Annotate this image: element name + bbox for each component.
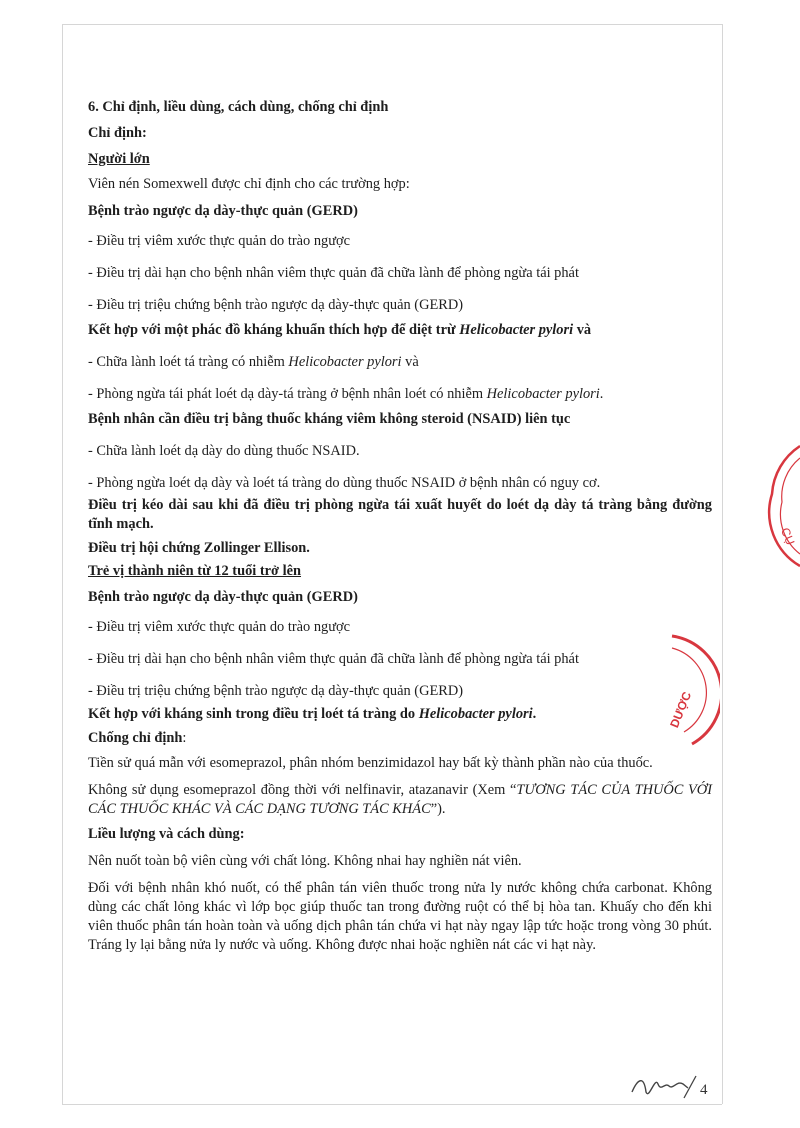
hp-item-1	[88, 353, 712, 372]
document-body	[88, 98, 712, 955]
stamp-fragment-lower	[650, 632, 720, 752]
stamp-lower-text: DƯỢC	[667, 689, 695, 730]
frame-top-line	[62, 24, 722, 25]
gerd-heading: Bệnh trào ngược dạ dày-thực quản (GERD)	[88, 203, 358, 219]
gerd-item-3: - Điều trị triệu chứng bệnh trào ngược dạ dày-thực quản (GERD)	[88, 297, 464, 313]
dosage-paragraph-1: Nên nuốt toàn bộ viên cùng với chất lỏng. Không nhai hay nghiền nát viên.	[88, 853, 522, 869]
adolescent-hp-line	[88, 705, 712, 724]
hp-item-1-name: Helicobacter pylori	[288, 354, 402, 370]
hp-heading-pre: Kết hợp với một phác đồ kháng khuẩn thích hợp để diệt trừ	[88, 322, 460, 338]
nsaid-heading: Bệnh nhân cần điều trị bằng thuốc kháng viêm không steroid (NSAID) liên tục	[88, 411, 571, 427]
page-number-area	[628, 1070, 718, 1106]
adolescent-hp-pre: Kết hợp với kháng sinh trong điều trị loét tá tràng do	[88, 706, 419, 722]
contra-paragraph-2	[88, 781, 712, 819]
adolescent-heading: Trẻ vị thành niên từ 12 tuổi trở lên	[88, 563, 302, 579]
dosage-heading: Liều lượng và cách dùng:	[88, 826, 245, 842]
adolescent-gerd-item-1: - Điều trị viêm xước thực quản do trào ngược	[88, 619, 351, 635]
zollinger-ellison: Điều trị hội chứng Zollinger Ellison.	[88, 540, 310, 556]
contra-p2-pre: Không sử dụng esomeprazol đồng thời với nelfinavir, atazanavir (Xem “	[88, 782, 517, 798]
stamp-upper-text: CỤ	[778, 525, 798, 547]
hp-item-1-post: và	[401, 354, 419, 370]
frame-right-line	[722, 24, 723, 1104]
adolescent-gerd-item-2: - Điều trị dài hạn cho bệnh nhân viêm thực quản đã chữa lành để phòng ngừa tái phát	[88, 651, 579, 667]
contraindications-colon: :	[182, 730, 187, 746]
hp-item-2-post: .	[599, 386, 604, 402]
adolescent-gerd-heading: Bệnh trào ngược dạ dày-thực quản (GERD)	[88, 589, 358, 605]
contra-paragraph-1: Tiền sử quá mẫn với esomeprazol, phân nhóm benzimidazol hay bất kỳ thành phần nào của thuốc.	[88, 755, 653, 771]
frame-bottom-line	[62, 1104, 722, 1105]
adult-intro: Viên nén Somexwell được chỉ định cho các trường hợp:	[88, 176, 410, 192]
stamp-fragment-upper	[752, 440, 800, 572]
hp-item-2-name: Helicobacter pylori	[486, 386, 600, 402]
page-number: 4	[700, 1082, 708, 1098]
adult-heading: Người lớn	[88, 151, 150, 167]
hp-item-2-pre: - Phòng ngừa tái phát loét dạ dày-tá tràng ở bệnh nhân loét có nhiễm	[88, 386, 487, 402]
gerd-item-1: - Điều trị viêm xước thực quản do trào ngược	[88, 233, 351, 249]
signature-scribble	[632, 1081, 688, 1094]
hp-heading-post: và	[573, 322, 592, 338]
contraindications-heading	[88, 729, 712, 748]
frame-left-line	[62, 24, 63, 1104]
hp-heading	[88, 321, 712, 340]
hp-heading-name: Helicobacter pylori	[459, 322, 574, 338]
contra-p2-italic: TƯƠNG TÁC CỦA THUỐC VỚI CÁC THUỐC KHÁC VÀ CÁC DẠNG TƯƠNG TÁC KHÁC	[88, 782, 712, 817]
hp-item-1-pre: - Chữa lành loét tá tràng có nhiễm	[88, 354, 289, 370]
gerd-item-2: - Điều trị dài hạn cho bệnh nhân viêm thực quản đã chữa lành để phòng ngừa tái phát	[88, 265, 579, 281]
contra-p2-post: ”).	[430, 801, 446, 817]
section-title: 6. Chỉ định, liều dùng, cách dùng, chống chỉ định	[88, 99, 389, 115]
adolescent-hp-post: .	[532, 706, 537, 722]
adolescent-gerd-item-3: - Điều trị triệu chứng bệnh trào ngược dạ dày-thực quản (GERD)	[88, 683, 464, 699]
contraindications-heading-text: Chống chỉ định	[88, 730, 183, 746]
nsaid-item-1: - Chữa lành loét dạ dày do dùng thuốc NSAID.	[88, 443, 360, 459]
indications-heading: Chỉ định:	[88, 125, 147, 141]
iv-paragraph: Điều trị kéo dài sau khi đã điều trị phòng ngừa tái xuất huyết do loét dạ dày tá tràng bằng đường tĩnh mạch.	[88, 497, 712, 532]
hp-item-2	[88, 385, 712, 404]
dosage-paragraph-2: Đối với bệnh nhân khó nuốt, có thể phân tán viên thuốc trong nửa ly nước không chứa carbonat. Không dùng các chất lỏng khác vì lớp bọc giúp thuốc tan trong đường ruột có thể bị hòa tan. Khuấy cho đến khi viên thuốc phân tán hoàn toàn và uống dịch phân tán chứa vi hạt này ngay lập tức hoặc trong vòng 30 phút. Tráng ly lại bằng nửa ly nước và uống. Không được nhai hoặc nghiền nát các vi hạt này.	[88, 880, 712, 953]
adolescent-hp-name: Helicobacter pylori	[418, 706, 533, 722]
nsaid-item-2: - Phòng ngừa loét dạ dày và loét tá tràng do dùng thuốc NSAID ở bệnh nhân có nguy cơ.	[88, 475, 601, 491]
